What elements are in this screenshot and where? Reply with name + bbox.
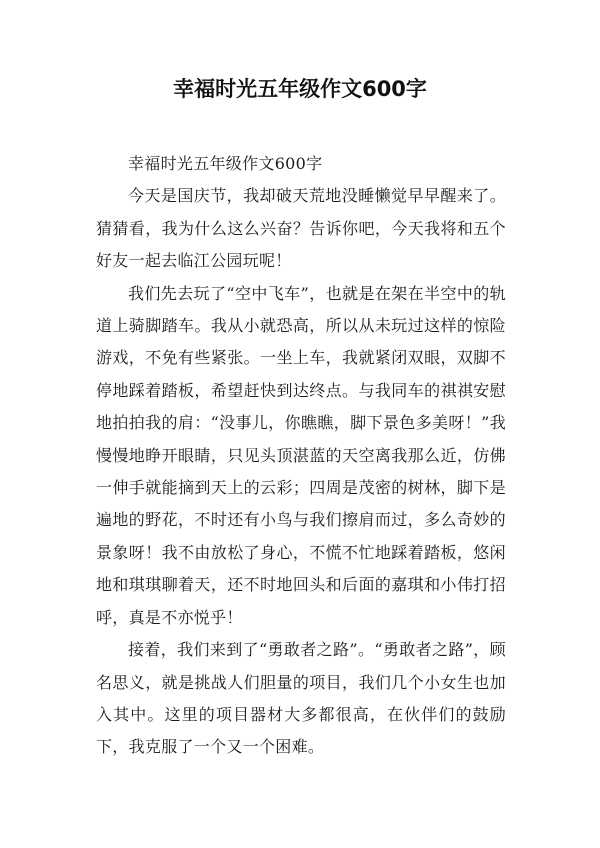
paragraph-2: 我们先去玩了“空中飞车”，也就是在架在半空中的轨道上骑脚踏车。我从小就恐高，所以从未玩过这样的惊险游戏，不免有些紧张。一坐上车，我就紧闭双眼，双脚不停地踩着踏板，希望赶快到达终点。与我同车的祺祺安慰地拍拍我的肩：“没事儿，你瞧瞧，脚下景色多美呀！”我慢慢地睁开眼睛，只见头顶湛蓝的天空离我那么近，仿佛一伸手就能摘到天上的云彩；四周是茂密的树林，脚下是遍地的野花，不时还有小鸟与我们擦肩而过，多么奇妙的景象呀！我不由放松了身心，不慌不忙地踩着踏板，悠闲地和琪琪聊着天，还不时地回头和后面的嘉琪和小伟打招呼，真是不亦悦乎！ — [96, 283, 506, 627]
document-title: 幸福时光五年级作文600字 — [173, 77, 427, 101]
paragraph-subtitle: 幸福时光五年级作文600字 — [128, 154, 323, 173]
paragraph-3: 接着，我们来到了“勇敢者之路”。“勇敢者之路”，顾名思义，就是挑战人们胆量的项目，我们几个小女生也加入其中。这里的项目器材大多都很高，在伙伴们的鼓励下，我克服了一个又一个困难。 — [96, 640, 506, 757]
document-body — [96, 148, 506, 764]
paragraph-1: 今天是国庆节，我却破天荒地没睡懒觉早早醒来了。猜猜看，我为什么这么兴奋？告诉你吧，今天我将和五个好友一起去临江公园玩呢！ — [96, 186, 506, 271]
